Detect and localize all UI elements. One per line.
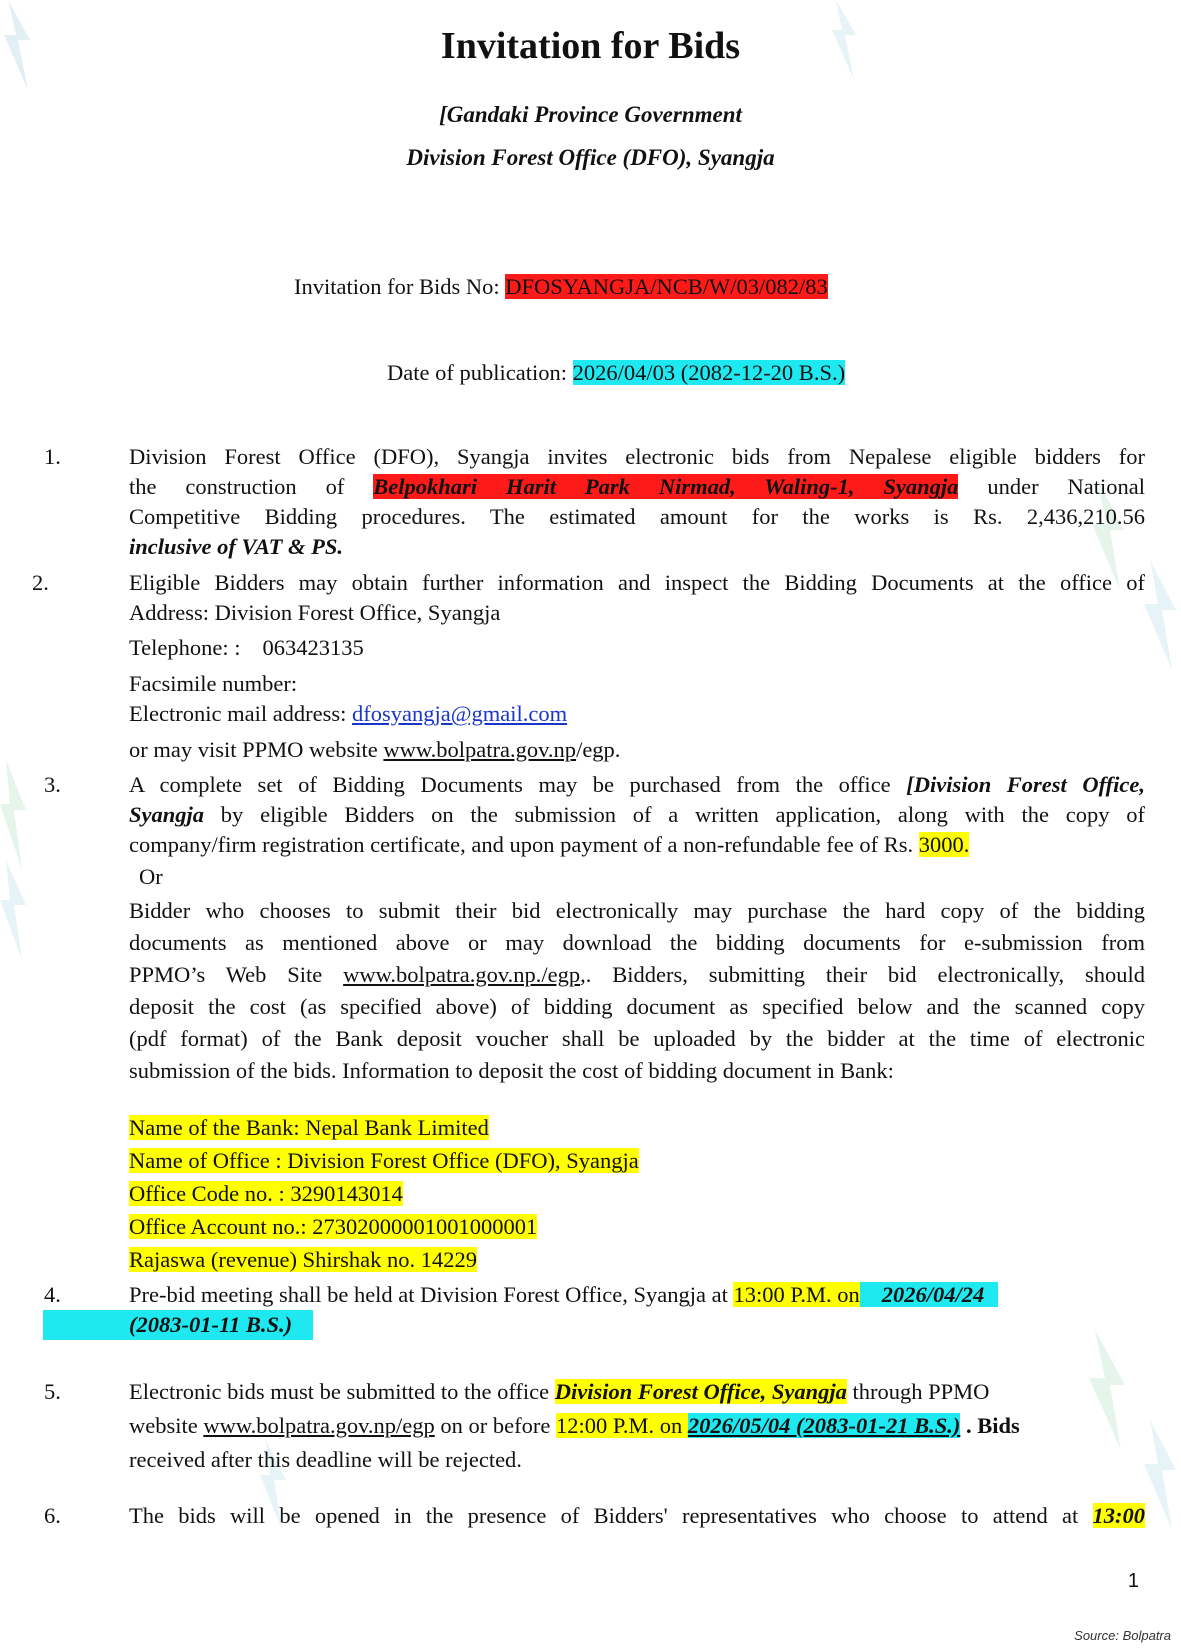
ifb-number-line [294,272,828,302]
item1-line4: inclusive of VAT & PS. [129,534,343,559]
fee-amount: 3000. [918,832,970,857]
publication-label: Date of publication: [387,360,573,385]
email-link[interactable]: dfosyangja@gmail.com [352,701,568,726]
submission-office: Division Forest Office, Syangja [554,1379,847,1404]
item3-para-line1: Bidder who chooses to submit their bid electronically may purchase the hard copy of the bidding [129,898,1145,923]
watermark-arrow-icon [1085,1330,1130,1450]
bank-name: Name of the Bank: Nepal Bank Limited [129,1115,489,1140]
item2-email-line: Electronic mail address: dfosyangja@gmail.com [129,701,568,726]
or-text: Or [139,864,163,889]
item-number: 5. [44,1379,61,1404]
item-number: 4. [44,1282,61,1307]
item2-telephone: Telephone: : 063423135 [129,635,364,660]
item-number: 6. [44,1503,61,1528]
source-credit: Source: Bolpatra [1074,1628,1171,1643]
item2-address: Address: Division Forest Office, Syangja [129,600,501,625]
project-name: Belpokhari Harit Park Nirmad, Waling-1, Syangja [373,474,959,499]
item3-para-line6: submission of the bids. Information to deposit the cost of bidding document in Bank: [129,1058,894,1083]
item1-line3: Competitive Bidding procedures. The estimated amount for the works is Rs. 2,436,210.56 [129,504,1145,529]
prebid-date-bs: (2083-01-11 B.S.) [129,1312,293,1337]
item3-line2: Syangja by eligible Bidders on the submission of a written application, along with the copy of [129,802,1145,827]
bank-account-number: Office Account no.: 27302000001001000001 [129,1214,538,1239]
bank-office-code: Office Code no. : 3290143014 [129,1181,403,1206]
prebid-time: 13:00 P.M. on [733,1282,860,1307]
item2-visit-line: or may visit PPMO website www.bolpatra.gov.np/egp. [129,737,621,762]
item6-line1: The bids will be opened in the presence of Bidders' representatives who choose to attend at 13:00 [129,1503,1145,1528]
bolpatra-link[interactable]: www.bolpatra.gov.np./egp [343,962,581,987]
watermark-arrow-icon [0,760,30,870]
bank-office-name: Name of Office : Division Forest Office (DFO), Syangja [129,1148,639,1173]
ifb-number: DFOSYANGJA/NCB/W/03/082/83 [505,274,828,299]
item-number: 2. [32,570,49,595]
watermark-arrow-icon [1140,560,1180,670]
org-line-1: [Gandaki Province Government [439,102,742,127]
page-number: 1 [1127,1570,1139,1592]
deadline-time: 12:00 P.M. on [555,1413,688,1438]
deadline-date: 2026/05/04 (2083-01-21 B.S.) [687,1413,961,1438]
item5-line2: website www.bolpatra.gov.np/egp on or before 12:00 P.M. on 2026/05/04 (2083-01-21 B.S.) . Bids [129,1413,1020,1438]
publication-date: 2026/04/03 (2082-12-20 B.S.) [572,360,846,385]
item3-para-line3: PPMO’s Web Site www.bolpatra.gov.np./egp,. Bidders, submitting their bid electronically, should [129,962,1145,987]
bank-revenue-head: Rajaswa (revenue) Shirshak no. 14229 [129,1247,478,1272]
watermark-arrow-icon [1140,1420,1180,1530]
item1-line2: the construction of Belpokhari Harit Park Nirmad, Waling-1, Syangja under National [129,474,1145,499]
item-number: 3. [44,772,61,797]
opening-time: 13:00 [1092,1503,1145,1528]
item-number: 1. [44,444,61,469]
item3-para-line4: deposit the cost (as specified above) of bidding document as specified below and the scanned copy [129,994,1145,1019]
item2-fax: Facsimile number: [129,671,298,696]
item3-para-line5: (pdf format) of the Bank deposit voucher shall be uploaded by the bidder at the time of electronic [129,1026,1145,1051]
item5-line1: Electronic bids must be submitted to the office Division Forest Office, Syangja through PPMO [129,1379,990,1404]
item4-line2 [43,1310,313,1340]
ifb-label: Invitation for Bids No: [294,274,506,299]
prebid-date: 2026/04/24 [860,1282,999,1307]
page-title: Invitation for Bids [440,25,741,67]
bolpatra-link[interactable]: www.bolpatra.gov.np [383,737,577,762]
publication-date-line [387,358,845,388]
item5-line3: received after this deadline will be rejected. [129,1447,522,1472]
item4-line1: Pre-bid meeting shall be held at Division Forest Office, Syangja at 13:00 P.M. on 2026/04/24 [129,1280,998,1310]
watermark-arrow-icon [0,860,30,960]
bolpatra-link[interactable]: www.bolpatra.gov.np/egp [203,1413,435,1438]
item3-para-line2: documents as mentioned above or may download the bidding documents for e-submission from [129,930,1145,955]
item3-line3: company/firm registration certificate, and upon payment of a non-refundable fee of Rs. 3000. [129,832,970,857]
item1-line1: Division Forest Office (DFO), Syangja invites electronic bids from Nepalese eligible bidders for [129,444,1145,469]
item2-line1: Eligible Bidders may obtain further information and inspect the Bidding Documents at the office of [129,570,1145,595]
org-line-2: Division Forest Office (DFO), Syangja [406,145,775,170]
item3-line1: A complete set of Bidding Documents may be purchased from the office [Division Forest Office, [129,772,1145,797]
